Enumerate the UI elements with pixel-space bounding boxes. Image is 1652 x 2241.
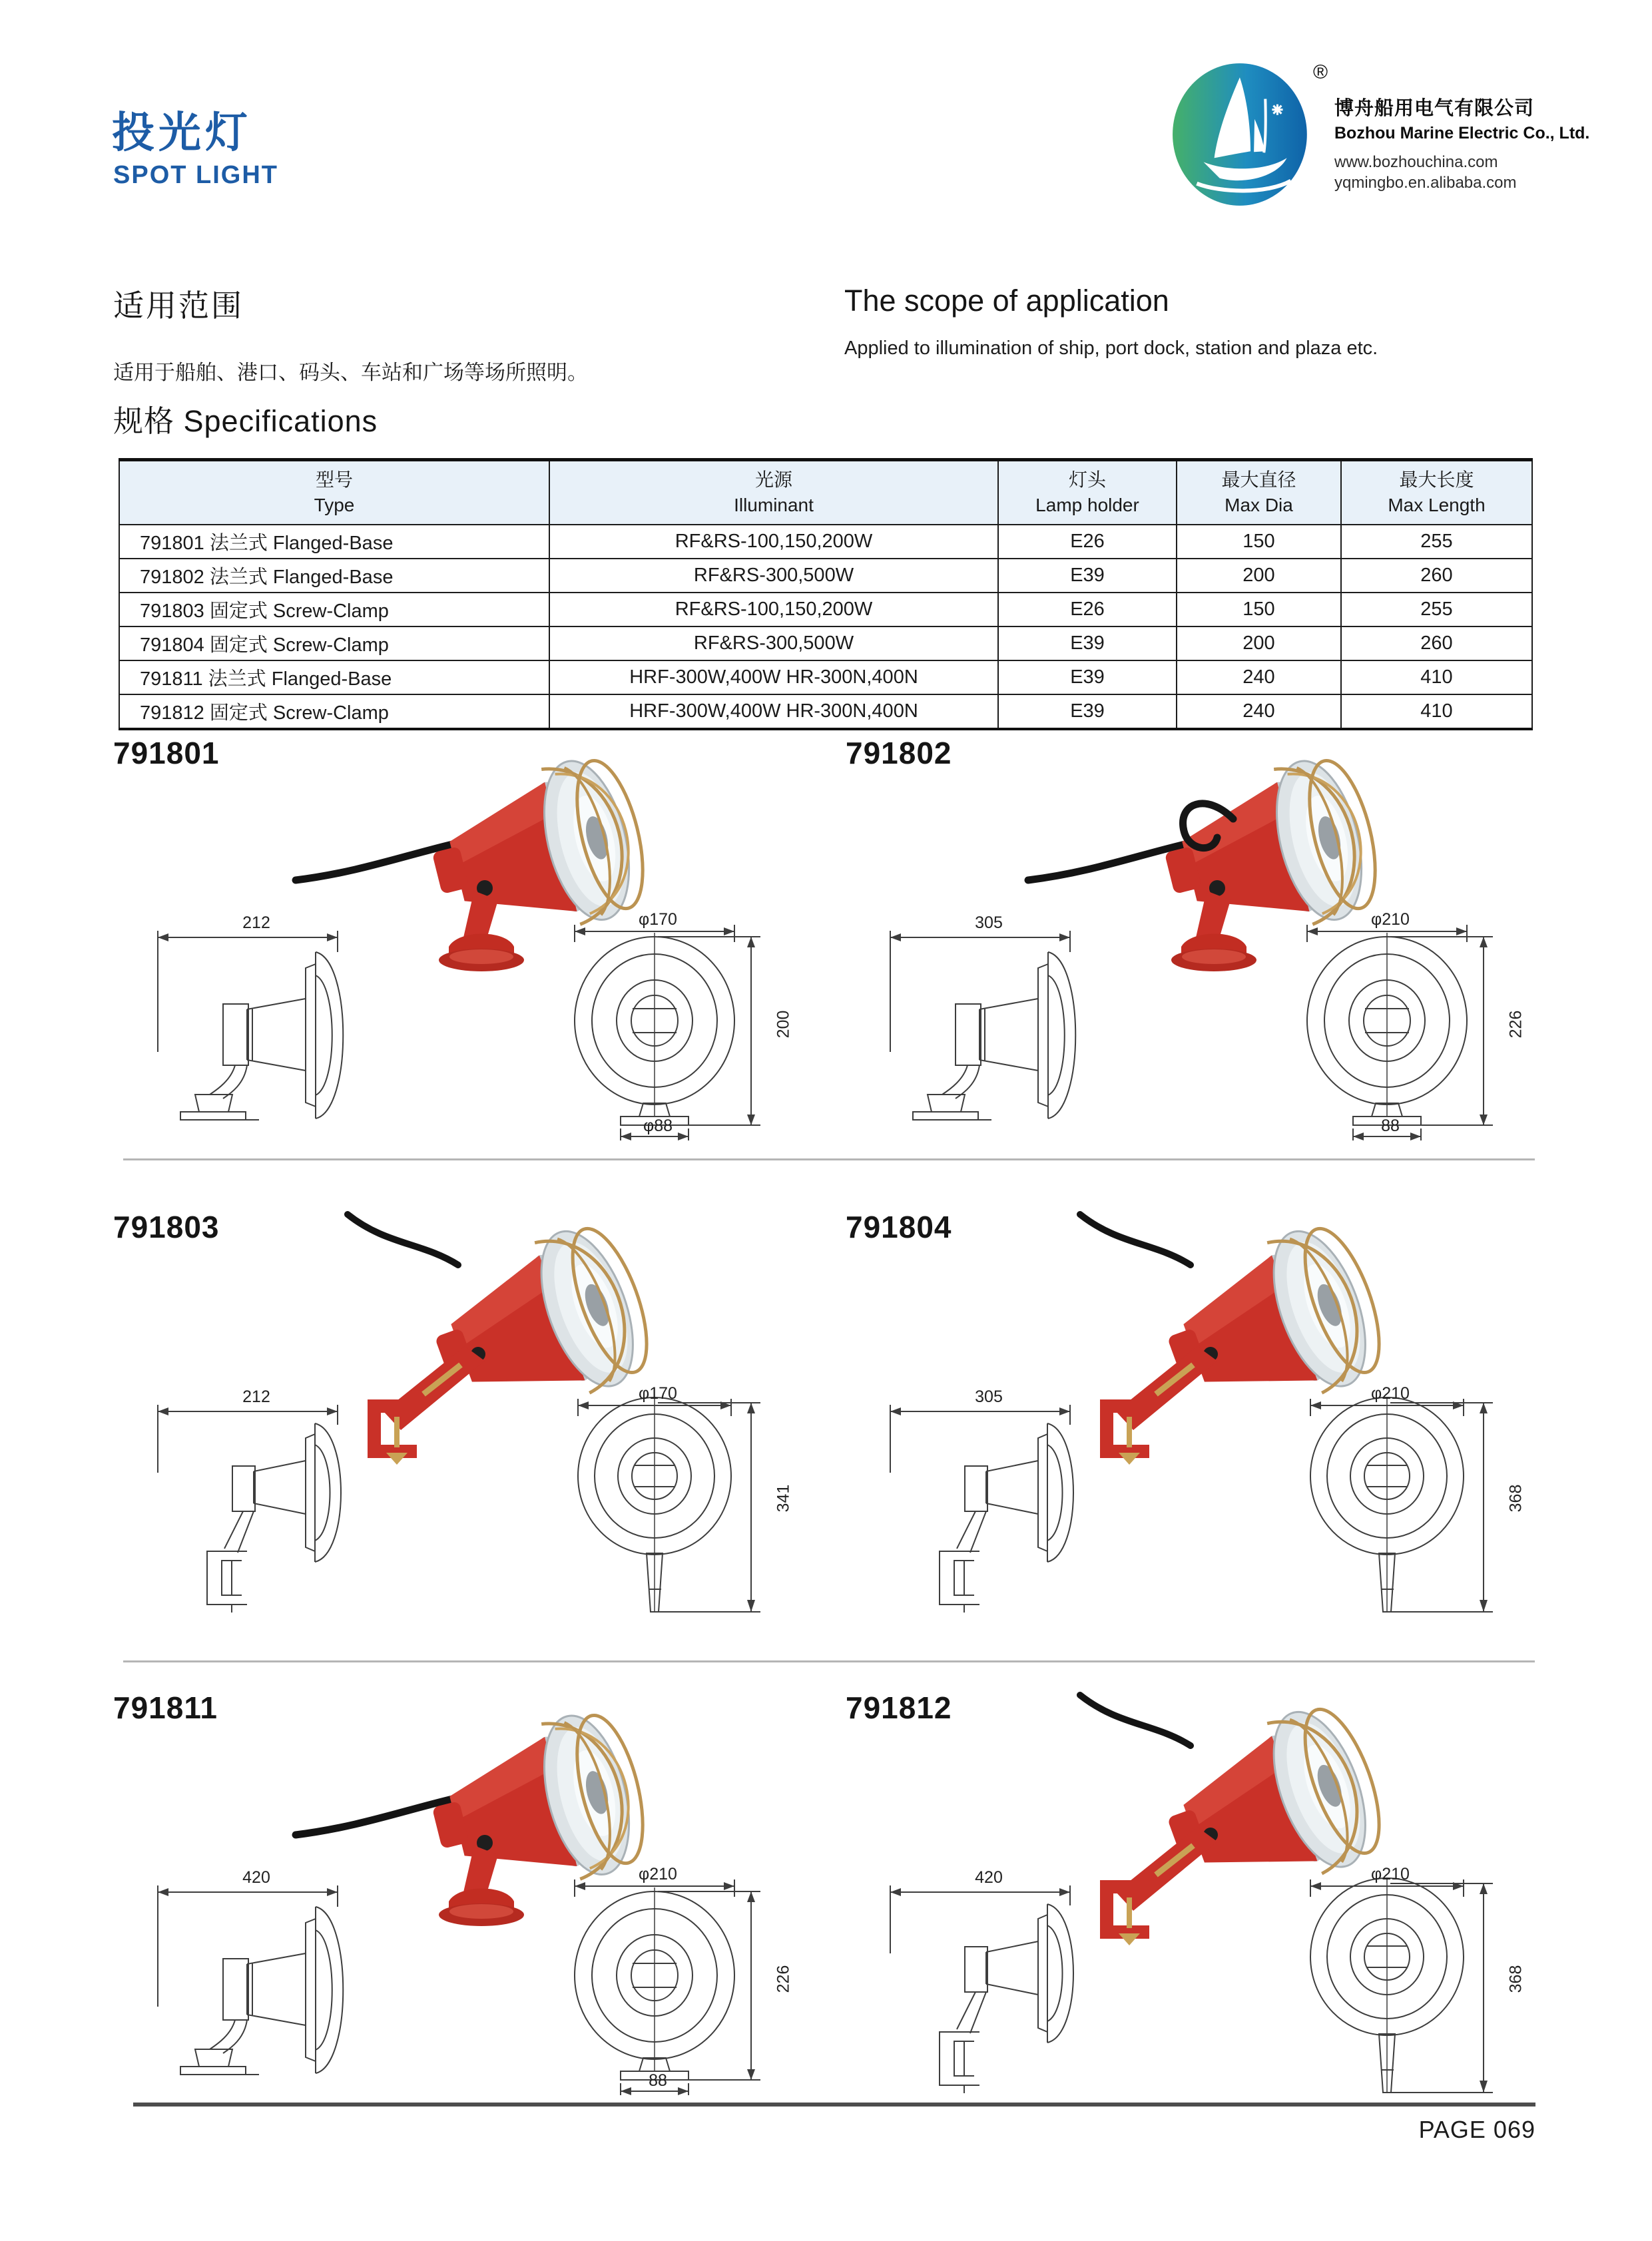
spec-cell-max-length: 255: [1341, 593, 1532, 626]
col-header-max-length-zh: 最大长度: [1399, 469, 1474, 491]
dim-height-label: 200: [774, 1010, 793, 1039]
front-view-drawing: [1264, 1384, 1525, 1626]
scope-body-zh: 适用于船舶、港口、码头、车站和广场等场所照明。: [113, 361, 588, 384]
dim-width-label: 305: [975, 1387, 1003, 1406]
spec-cell-lamp-holder: E39: [998, 660, 1177, 694]
table-row: [119, 593, 1532, 626]
col-header-lamp-holder-zh: 灯头: [1068, 469, 1106, 491]
table-row: [119, 660, 1532, 694]
company-alibaba-url: yqmingbo.en.alibaba.com: [1334, 174, 1517, 192]
product-model: 791801: [113, 736, 220, 770]
product-model: 791811: [113, 1690, 218, 1725]
section-divider: [123, 1660, 1535, 1662]
company-name-en: Bozhou Marine Electric Co., Ltd.: [1334, 124, 1590, 142]
page-number: PAGE 069: [1418, 2116, 1535, 2143]
company-logo: [1164, 57, 1326, 212]
col-header-illuminant: [549, 460, 998, 525]
product-section-791801: [53, 718, 819, 1157]
spec-cell-max-dia: 150: [1177, 525, 1341, 559]
dim-base-label: φ88: [643, 1117, 673, 1135]
company-website: www.bozhouchina.com: [1334, 153, 1498, 171]
table-row: [119, 559, 1532, 593]
col-header-max-length: [1341, 460, 1532, 525]
front-view-drawing: [531, 1384, 793, 1626]
dim-height-label: 226: [1506, 1010, 1525, 1039]
spec-cell-illuminant: HRF-300W,400W HR-300N,400N: [549, 660, 998, 694]
col-header-type: [119, 460, 549, 525]
spec-cell-lamp-holder: E26: [998, 525, 1177, 559]
product-section-791803: [53, 1192, 819, 1631]
scope-heading-en: The scope of application: [844, 284, 1169, 318]
table-header-row: [119, 460, 1532, 525]
spec-cell-type: 791802 法兰式 Flanged-Base: [119, 559, 549, 593]
spec-cell-max-length: 260: [1341, 626, 1532, 660]
dim-width-label: 212: [242, 913, 270, 932]
front-view-drawing: [1264, 910, 1525, 1152]
side-view-drawing: [849, 913, 1129, 1148]
product-model: 791802: [846, 736, 952, 770]
dim-width-label: 420: [242, 1868, 270, 1887]
section-divider: [123, 1158, 1535, 1160]
spec-cell-lamp-holder: E39: [998, 626, 1177, 660]
spec-cell-max-dia: 150: [1177, 593, 1341, 626]
dim-diameter-label: φ170: [639, 910, 677, 929]
spec-cell-max-dia: 200: [1177, 559, 1341, 593]
dim-diameter-label: φ210: [1371, 910, 1410, 929]
product-section-791811: [53, 1672, 819, 2112]
star-icon: [1272, 105, 1282, 115]
page-title-en: SPOT LIGHT: [113, 161, 278, 189]
side-view-drawing: [849, 1868, 1129, 2103]
spec-cell-illuminant: RF&RS-300,500W: [549, 559, 998, 593]
product-section-791802: [786, 718, 1551, 1157]
table-row: [119, 626, 1532, 660]
spec-cell-illuminant: HRF-300W,400W HR-300N,400N: [549, 694, 998, 729]
col-header-illuminant-en: Illuminant: [734, 495, 814, 515]
spec-cell-max-dia: 240: [1177, 660, 1341, 694]
dim-height-label: 368: [1506, 1965, 1525, 1993]
spec-cell-type: 791801 法兰式 Flanged-Base: [119, 525, 549, 559]
side-view-drawing: [117, 913, 396, 1148]
side-view-drawing: [117, 1387, 396, 1622]
dim-diameter-label: φ210: [1371, 1384, 1410, 1403]
col-header-illuminant-zh: 光源: [754, 469, 792, 491]
spec-cell-illuminant: RF&RS-100,150,200W: [549, 593, 998, 626]
col-header-type-zh: 型号: [315, 469, 353, 491]
dim-height-label: 226: [774, 1965, 793, 1993]
table-row: [119, 525, 1532, 559]
col-header-max-dia-zh: 最大直径: [1221, 469, 1296, 491]
spec-cell-type: 791804 固定式 Screw-Clamp: [119, 626, 549, 660]
col-header-lamp-holder-en: Lamp holder: [1035, 495, 1139, 515]
front-view-drawing: [1264, 1865, 1525, 2107]
spec-cell-illuminant: RF&RS-300,500W: [549, 626, 998, 660]
side-view-drawing: [117, 1868, 396, 2103]
spec-cell-type: 791812 固定式 Screw-Clamp: [119, 694, 549, 729]
col-header-max-length-en: Max Length: [1388, 495, 1486, 515]
spec-cell-max-dia: 200: [1177, 626, 1341, 660]
page-title-zh: 投光灯: [112, 109, 252, 156]
product-section-791804: [786, 1192, 1551, 1631]
specifications-table: [119, 458, 1533, 730]
front-view-drawing: [531, 1865, 793, 2107]
spec-cell-lamp-holder: E39: [998, 694, 1177, 729]
dim-base-label: 88: [649, 2071, 667, 2090]
spec-cell-max-dia: 240: [1177, 694, 1341, 729]
col-header-max-dia: [1177, 460, 1341, 525]
company-name-zh: 博舟船用电气有限公司: [1334, 98, 1535, 119]
specifications-heading: 规格 Specifications: [113, 404, 378, 438]
dim-height-label: 341: [774, 1484, 793, 1513]
dim-diameter-label: φ170: [639, 1384, 677, 1403]
spec-cell-type: 791811 法兰式 Flanged-Base: [119, 660, 549, 694]
scope-heading-zh: 适用范围: [113, 288, 244, 323]
footer-rule: [133, 2103, 1535, 2107]
dim-width-label: 305: [975, 913, 1003, 932]
dim-height-label: 368: [1506, 1484, 1525, 1513]
col-header-max-dia-en: Max Dia: [1225, 495, 1293, 515]
spec-cell-lamp-holder: E26: [998, 593, 1177, 626]
dim-width-label: 212: [242, 1387, 270, 1406]
scope-body-en: Applied to illumination of ship, port dock, station and plaza etc.: [844, 338, 1378, 359]
spec-cell-illuminant: RF&RS-100,150,200W: [549, 525, 998, 559]
spec-cell-lamp-holder: E39: [998, 559, 1177, 593]
dim-diameter-label: φ210: [639, 1865, 677, 1883]
spec-cell-max-length: 410: [1341, 660, 1532, 694]
product-model: 791803: [113, 1210, 220, 1244]
side-view-drawing: [849, 1387, 1129, 1622]
company-info: [1334, 93, 1641, 192]
dim-diameter-label: φ210: [1371, 1865, 1410, 1883]
product-model: 791812: [846, 1690, 952, 1725]
dim-width-label: 420: [975, 1868, 1003, 1887]
col-header-lamp-holder: [998, 460, 1177, 525]
col-header-type-en: Type: [314, 495, 355, 515]
product-model: 791804: [846, 1210, 952, 1244]
spec-cell-max-length: 255: [1341, 525, 1532, 559]
spec-cell-max-length: 260: [1341, 559, 1532, 593]
spec-cell-type: 791803 固定式 Screw-Clamp: [119, 593, 549, 626]
registered-trademark: ®: [1313, 61, 1328, 83]
spec-cell-max-length: 410: [1341, 694, 1532, 729]
dim-base-label: 88: [1381, 1117, 1400, 1135]
product-section-791812: [786, 1672, 1551, 2112]
front-view-drawing: [531, 910, 793, 1152]
